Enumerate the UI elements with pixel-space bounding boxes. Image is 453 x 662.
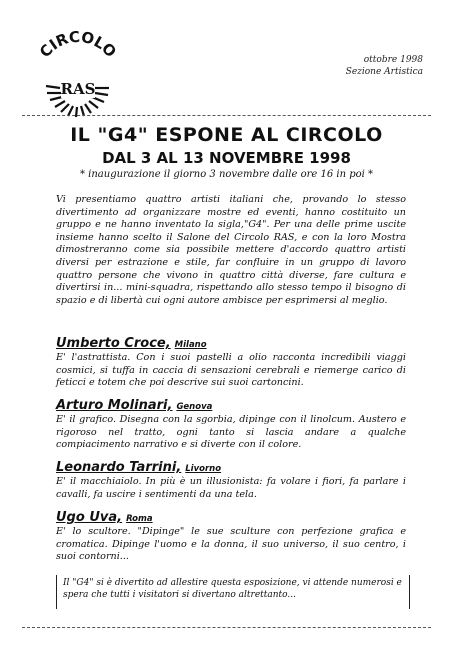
artist-entry-molinari [56,394,406,452]
artist-name: Umberto Croce, [56,336,171,351]
issue-date: ottobre 1998 [363,55,423,65]
circolo-ras-logo [20,22,135,137]
logo-ring-text: CIRCOLO [36,27,120,62]
artist-description: E' lo scultore. "Dipinge" le sue sculture con perfezione grafica e cromatica. Dipinge l'uomo e la donna, il suo universo, il suo centro, i suoi contorni... [56,526,406,563]
artist-name: Ugo Uva, [56,510,123,525]
bottom-divider [22,627,431,628]
intro-paragraph: Vi presentiamo quattro artisti italiani che, provando lo stesso divertimento ad organizzare mostre ed eventi, hanno costituito un gruppo e ne hanno inventato la sigla,"G4". Per una delle prime uscite insieme hanno scelto il Salone del Circolo RAS, e con la loro Mostra dimostreranno come sia possibile mettere d'accordo quattro artisti diversi per estrazione e stile, far confluire in un gruppo di lavoro quattro persone che vivono in quattro città diverse, fare cultura e divertirsi in... mini-squadra, rispettando allo stesso tempo il bisogno di spazio e di libertà cui ogni autore ambisce per esprimersi al meglio. [56,194,406,306]
artist-city: Genova [176,402,213,412]
artist-description: E' l'astrattista. Con i suoi pastelli a olio racconta incredibili viaggi cosmici, si tuffa in caccia di sensazioni cerebrali e riemerge carico di feticci e totem che poi descrive sui suoi cartoncini. [56,352,406,389]
artist-name: Arturo Molinari, [56,398,173,413]
artist-description: E' il grafico. Disegna con la sgorbia, dipinge con il linolcum. Austero e rigoroso nel tratto, ogni tanto si lascia andare a qualche compiacimento narrativo e si diverte con il colore. [56,414,406,451]
artist-name: Leonardo Tarrini, [56,460,182,475]
artist-city: Milano [174,340,207,350]
header-meta [346,54,423,78]
logo-center-text: RAS [60,80,96,98]
closing-note-box [56,575,410,609]
artist-entry-croce [56,332,406,390]
artist-city: Livorno [185,464,222,474]
artist-entry-uva [56,506,406,564]
closing-note-text: Il "G4" si è divertito ad allestire questa esposizione, vi attende numerosi e spera che tutti i visitatori si divertano altrettanto... [63,578,402,600]
page-title: IL "G4" ESPONE AL CIRCOLO [70,124,383,146]
artist-city: Roma [126,514,153,524]
section-label: Sezione Artistica [345,67,423,77]
inauguration-note: * inaugurazione il giorno 3 novembre dalle ore 16 in poi * [79,169,374,180]
artist-entry-tarrini [56,456,406,501]
event-dates: DAL 3 AL 13 NOVEMBRE 1998 [102,149,351,167]
artist-description: E' il macchiaiolo. In più è un illusionista: fa volare i fiori, fa parlare i cavalli, fa uscire i sentimenti da una tela. [56,476,406,500]
top-divider [22,115,431,116]
